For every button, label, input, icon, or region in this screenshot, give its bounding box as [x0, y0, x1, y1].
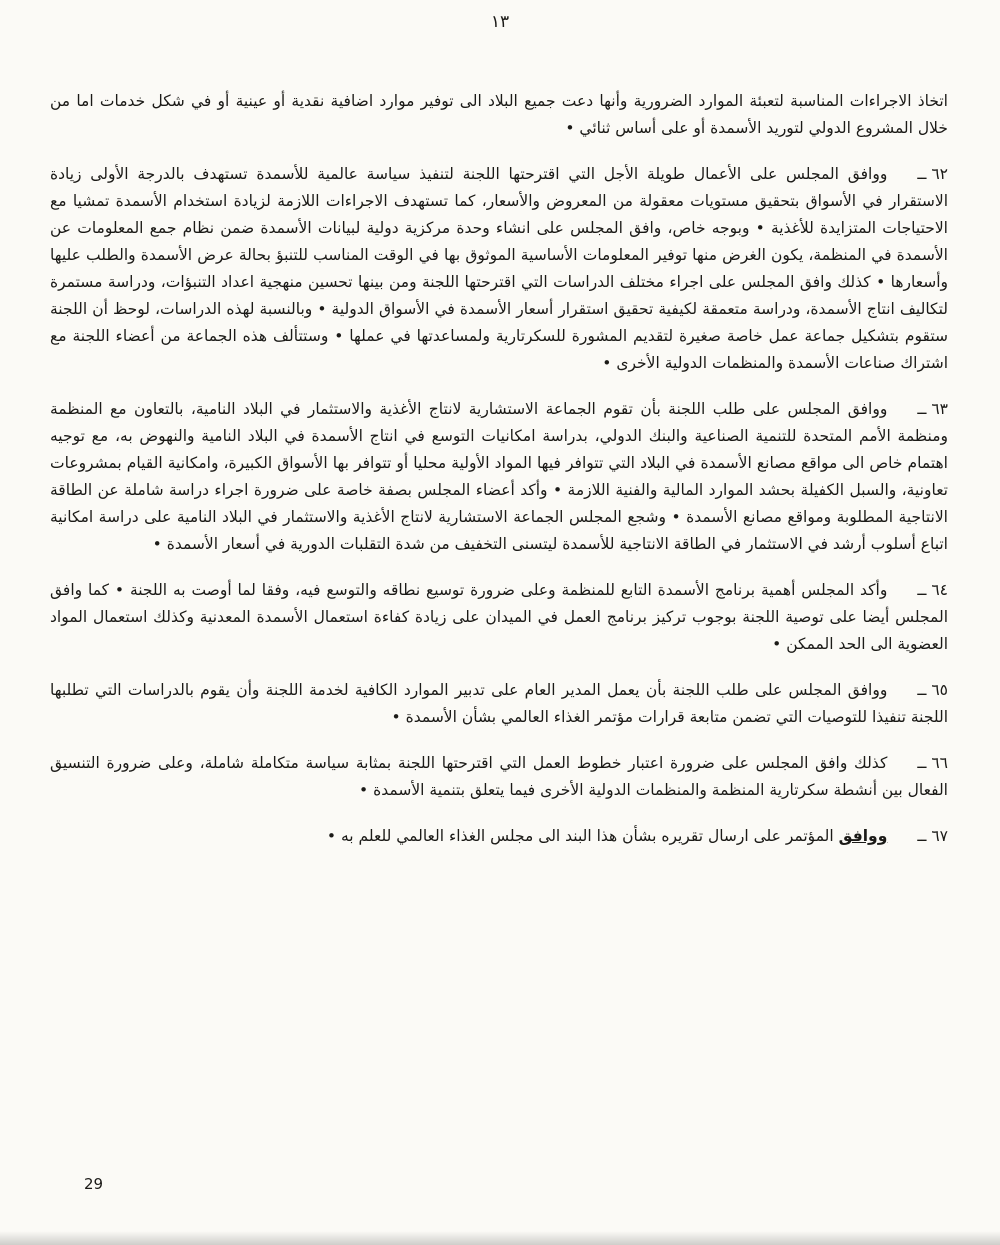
paragraph-text: المؤتمر على ارسال تقريره بشأن هذا البند الى مجلس الغذاء العالمي للعلم به • [326, 827, 839, 845]
paragraphs [50, 88, 948, 869]
paragraph-number: ٦٤ ــ [917, 581, 948, 599]
paragraph-number: ٦٥ ــ [917, 681, 948, 699]
paragraph [50, 750, 948, 804]
paragraph [50, 677, 948, 731]
paragraph [50, 396, 948, 558]
paragraph [50, 88, 948, 142]
paragraph [50, 161, 948, 377]
paragraph-text: ووافق المجلس على طلب اللجنة بأن يعمل المدير العام على تدبير الموارد الكافية لخدمة اللجنة وأن يقوم بالدراسات التي تطلبها اللجنة تنفيذا للتوصيات التي تضمن متابعة قرارات مؤتمر الغذاء العالمي بشأن الأسمدة • [50, 681, 948, 726]
paragraph-number: ٦٧ ــ [917, 827, 948, 845]
paragraph-underline: ووافق [838, 827, 888, 845]
bottom-page-number: 29 [84, 1175, 104, 1193]
paragraph-text: اتخاذ الاجراءات المناسبة لتعبئة الموارد الضرورية وأنها دعت جميع البلاد الى توفير موارد اضافية نقدية أو عينية أو في شكل خدمات اما من خلال المشروع الدولي لتوريد الأسمدة أو على أساس ثنائي • [50, 92, 948, 137]
paragraph-text: ووافق المجلس على الأعمال طويلة الأجل التي اقترحتها اللجنة لتنفيذ سياسة عالمية للأسمدة تستهدف بالدرجة الأولى زيادة الاستقرار في الأسواق بتحقيق مستويات معقولة من المعروض والأسعار، كما تستهدف الاجراءات اللازمة لزيادة استخدام الأسمدة تمشيا مع الاحتياجات المتزايدة للأغذية • وبوجه خاص، وافق المجلس على انشاء وحدة مركزية دولية لبيانات الأسمدة ضمن نظام جمع المعلومات عن الأسمدة في المنظمة، يكون الغرض منها توفير المعلومات الأساسية الموثوق بها في الوقت المناسب للتنبؤ بحالة عرض الأسمدة والطلب عليها وأسعارها • كذلك وافق المجلس على اجراء مختلف الدراسات التي اقترحتها اللجنة ومن بينها تحسين منهجية اعداد التنبؤات، ودراسة مستمرة لتكاليف انتاج الأسمدة، ودراسة متعمقة لكيفية تحقيق استقرار أسعار الأسمدة في الأسواق الدولية • وبالنسبة لهذه الدراسات، لوحظ أن اللجنة ستقوم بتشكيل جماعة عمل خاصة صغيرة لتقديم المشورة للسكرتارية ولمساعدتها في عملها • وستتألف هذه الجماعة من أعضاء اللجنة مع اشتراك صناعات الأسمدة والمنظمات الدولية الأخرى • [50, 165, 948, 372]
paragraph-text: ووافق المجلس على طلب اللجنة بأن تقوم الجماعة الاستشارية لانتاج الأغذية والاستثمار في البلاد النامية، بالتعاون مع المنظمة ومنظمة الأمم المتحدة للتنمية الصناعية والبنك الدولي، بدراسة امكانيات التوسع في انتاج الأسمدة في البلاد النامية والنهوض به، مع توجيه اهتمام خاص الى مواقع مصانع الأسمدة في البلاد التي تتوافر فيها المواد الأولية محليا أو تتوافر بها الأسواق الكبيرة، وامكانية القيام بمشروعات تعاونية، والسبل الكفيلة بحشد الموارد المالية والفنية اللازمة • وأكد أعضاء المجلس بصفة خاصة على ضرورة اجراء دراسة شاملة عن الطاقة الانتاجية المطلوبة ومواقع مصانع الأسمدة • وشجع المجلس الجماعة الاستشارية لانتاج الأغذية والاستثمار في البلاد النامية على دراسة امكانية اتباع أسلوب أرشد في الاستثمار في الطاقة الانتاجية للأسمدة ليتسنى التخفيف من شدة التقلبات الدورية في أسعار الأسمدة • [50, 400, 948, 553]
paragraph-text: كذلك وافق المجلس على ضرورة اعتبار خطوط العمل التي اقترحتها اللجنة بمثابة سياسة متكاملة شاملة، وعلى ضرورة التنسيق الفعال بين أنشطة سكرتارية المنظمة والمنظمات الدولية الأخرى فيما يتعلق بتنمية الأسمدة • [50, 754, 948, 799]
paragraph-number: ٦٣ ــ [917, 400, 948, 418]
top-page-number: ١٣ [490, 12, 510, 32]
paragraph [50, 823, 948, 850]
paragraph-text: وأكد المجلس أهمية برنامج الأسمدة التابع للمنظمة وعلى ضرورة توسيع نطاقه والتوسع فيه، وفقا لما أوصت به اللجنة • كما وافق المجلس أيضا على توصية اللجنة بوجوب تركيز برنامج العمل في الميدان على زيادة كفاءة استعمال الأسمدة المعدنية وكذلك استعمال المواد العضوية الى الحد الممكن • [50, 581, 948, 653]
paragraph [50, 577, 948, 658]
paragraph-number: ٦٦ ــ [917, 754, 948, 772]
paragraph-number: ٦٢ ــ [917, 165, 948, 183]
